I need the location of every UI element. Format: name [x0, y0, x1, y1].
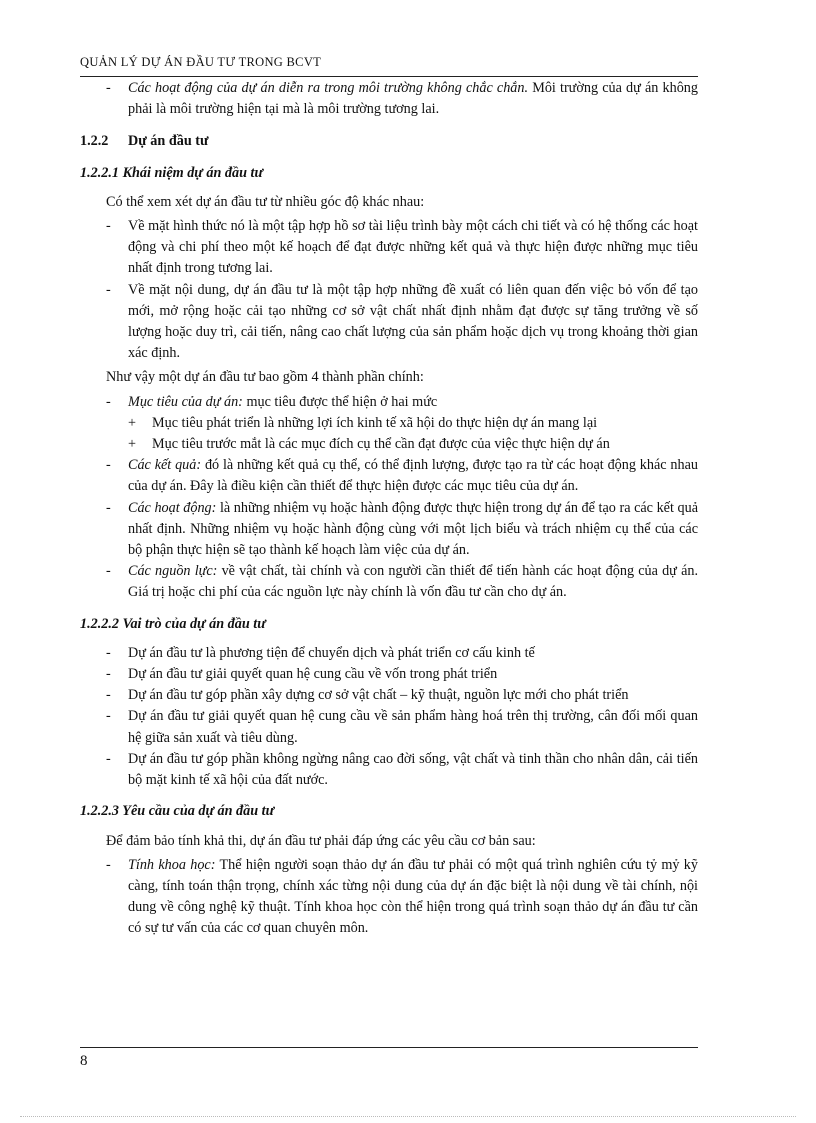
paragraph: Để đảm bảo tính khả thi, dự án đầu tư phải đáp ứng các yêu cầu cơ bản sau: [106, 832, 536, 849]
bullet-dash: - [106, 393, 111, 410]
bullet-dash: - [106, 499, 111, 516]
list-item-text: Các hoạt động: là những nhiệm vụ hoặc hành động được thực hiện trong dự án để tạo ra các kết quả nhất định. Những nhiệm vụ hoặc hành động cùng với một lịch biểu và trách nhiệm cụ thể của các bộ phận thực hiện sẽ tạo thành kế hoạch làm việc của dự án. [128, 499, 698, 559]
list-item [80, 455, 698, 497]
subsection-heading-1-2-2-3: 1.2.2.3 Yêu cầu của dự án đầu tư [80, 803, 275, 820]
section-number: 1.2.2 [80, 133, 109, 150]
page-edge-dotted-line [20, 1116, 796, 1117]
running-header: QUẢN LÝ DỰ ÁN ĐẦU TƯ TRONG BCVT [80, 52, 698, 77]
subsection-heading-1-2-2-2: 1.2.2.2 Vai trò của dự án đầu tư [80, 615, 266, 632]
list-item-text: Các hoạt động của dự án diễn ra trong môi trường không chắc chắn. Môi trường của dự án không phải là môi trường hiện tại mà là môi trường tương lai. [128, 80, 698, 118]
page-number: 8 [80, 1053, 88, 1069]
list-item [80, 392, 698, 413]
bullet-dash: - [106, 457, 111, 474]
list-item [80, 643, 698, 664]
list-item-text: Về mặt hình thức nó là một tập hợp hồ sơ tài liệu trình bày một cách chi tiết và có hệ thống các hoạt động và chi phí theo một kế hoạch để đạt được những kết quả và thực hiện được những mục tiêu nhất định trong tương lai. [128, 218, 698, 277]
list-item [80, 855, 698, 940]
list-item-lead: Các hoạt động: [128, 499, 217, 516]
list-item [80, 749, 698, 791]
section-heading-1-2-2 [80, 131, 698, 152]
list-item-lead: Các nguồn lực: [128, 563, 218, 580]
list-item-lead: Các hoạt động của dự án diễn ra trong môi trường không chắc chắn. [128, 80, 529, 96]
list-item-text: Mục tiêu của dự án: mục tiêu được thể hiện ở hai mức [128, 393, 438, 410]
sub-list-item-text: Mục tiêu trước mắt là các mục đích cụ thể cần đạt được của việc thực hiện dự án [152, 436, 610, 453]
list-item-text: Dự án đầu tư góp phần xây dựng cơ sở vật chất – kỹ thuật, nguồn lực mới cho phát triển [128, 687, 629, 704]
bullet-plus: + [128, 414, 137, 431]
list-item-text: Các nguồn lực: về vật chất, tài chính và con người cần thiết để tiến hành các hoạt động của dự án. Giá trị hoặc chi phí của các nguồn lực này chính là vốn đầu tư cần cho dự án. [128, 563, 699, 601]
list-item-text: Dự án đầu tư giải quyết quan hệ cung cầu về vốn trong phát triển [128, 666, 498, 683]
sub-list-item [80, 413, 698, 434]
bullet-dash: - [106, 80, 111, 96]
list-item [80, 561, 698, 603]
list-item-lead: Tính khoa học: [128, 856, 216, 873]
list-item [80, 78, 698, 120]
sub-list-item [80, 434, 698, 455]
list-item-text: Dự án đầu tư là phương tiện để chuyển dịch và phát triển cơ cấu kinh tế [128, 644, 535, 661]
list-item [80, 664, 698, 685]
list-item-text: Dự án đầu tư góp phần không ngừng nâng cao đời sống, vật chất và tinh thần cho nhân dân, cải tiến bộ mặt kinh tế xã hội của đất nước. [128, 750, 698, 789]
list-item-text: Tính khoa học: Thể hiện người soạn thảo dự án đầu tư phải có một quá trình nghiên cứu tỷ mỷ kỹ càng, tính toán thận trọng, chính xác từng nội dung của dự án đặc biệt là nội dung về tài chính, nội dung về công nghệ kỹ thuật. Tính khoa học còn thể hiện trong quá trình soạn thảo dự án đầu tư cần có sự tư vấn của các cơ quan chuyên môn. [128, 856, 698, 937]
list-item-lead: Mục tiêu của dự án: [128, 393, 243, 410]
bullet-dash: - [106, 644, 111, 661]
bullet-dash: - [106, 750, 111, 767]
list-item [80, 216, 698, 280]
list-item-text: Dự án đầu tư giải quyết quan hệ cung cầu về sản phẩm hàng hoá trên thị trường, cân đối mối quan hệ giữa sản xuất và tiêu dùng. [128, 708, 698, 746]
list-item [80, 685, 698, 706]
paragraph: Như vậy một dự án đầu tư bao gồm 4 thành phần chính: [106, 369, 424, 386]
bullet-dash: - [106, 856, 111, 873]
bullet-dash: - [106, 281, 111, 298]
list-item-text: Về mặt nội dung, dự án đầu tư là một tập hợp những đề xuất có liên quan đến việc bỏ vốn để tạo mới, mở rộng hoặc cải tạo những cơ sở vật chất nhất định nhằm đạt được sự tăng trưởng về số lượng hoặc duy trì, cải tiến, nâng cao chất lượng của sản phẩm hoặc dịch vụ trong khoảng thời gian xác định. [128, 281, 698, 362]
bullet-dash: - [106, 666, 111, 683]
list-item-text: Các kết quả: đó là những kết quả cụ thể, có thể định lượng, được tạo ra từ các hoạt động khác nhau của dự án. Đây là điều kiện cần thiết để thực hiện được các mục tiêu của dự án. [128, 457, 698, 495]
subsection-heading-1-2-2-1: 1.2.2.1 Khái niệm dự án đầu tư [80, 164, 263, 181]
bullet-dash: - [106, 563, 111, 580]
list-item [80, 280, 698, 365]
list-item [80, 706, 698, 748]
paragraph: Có thể xem xét dự án đầu tư từ nhiều góc độ khác nhau: [106, 193, 425, 210]
page-content [80, 78, 698, 940]
bullet-dash: - [106, 708, 111, 725]
sub-list-item-text: Mục tiêu phát triển là những lợi ích kinh tế xã hội do thực hiện dự án mang lại [152, 414, 598, 431]
section-title: Dự án đầu tư [128, 133, 209, 150]
list-item-lead: Các kết quả: [128, 457, 202, 474]
bullet-plus: + [128, 436, 137, 453]
bullet-dash: - [106, 218, 111, 235]
bullet-dash: - [106, 687, 111, 704]
footer-rule [80, 1047, 698, 1048]
list-item [80, 498, 698, 562]
